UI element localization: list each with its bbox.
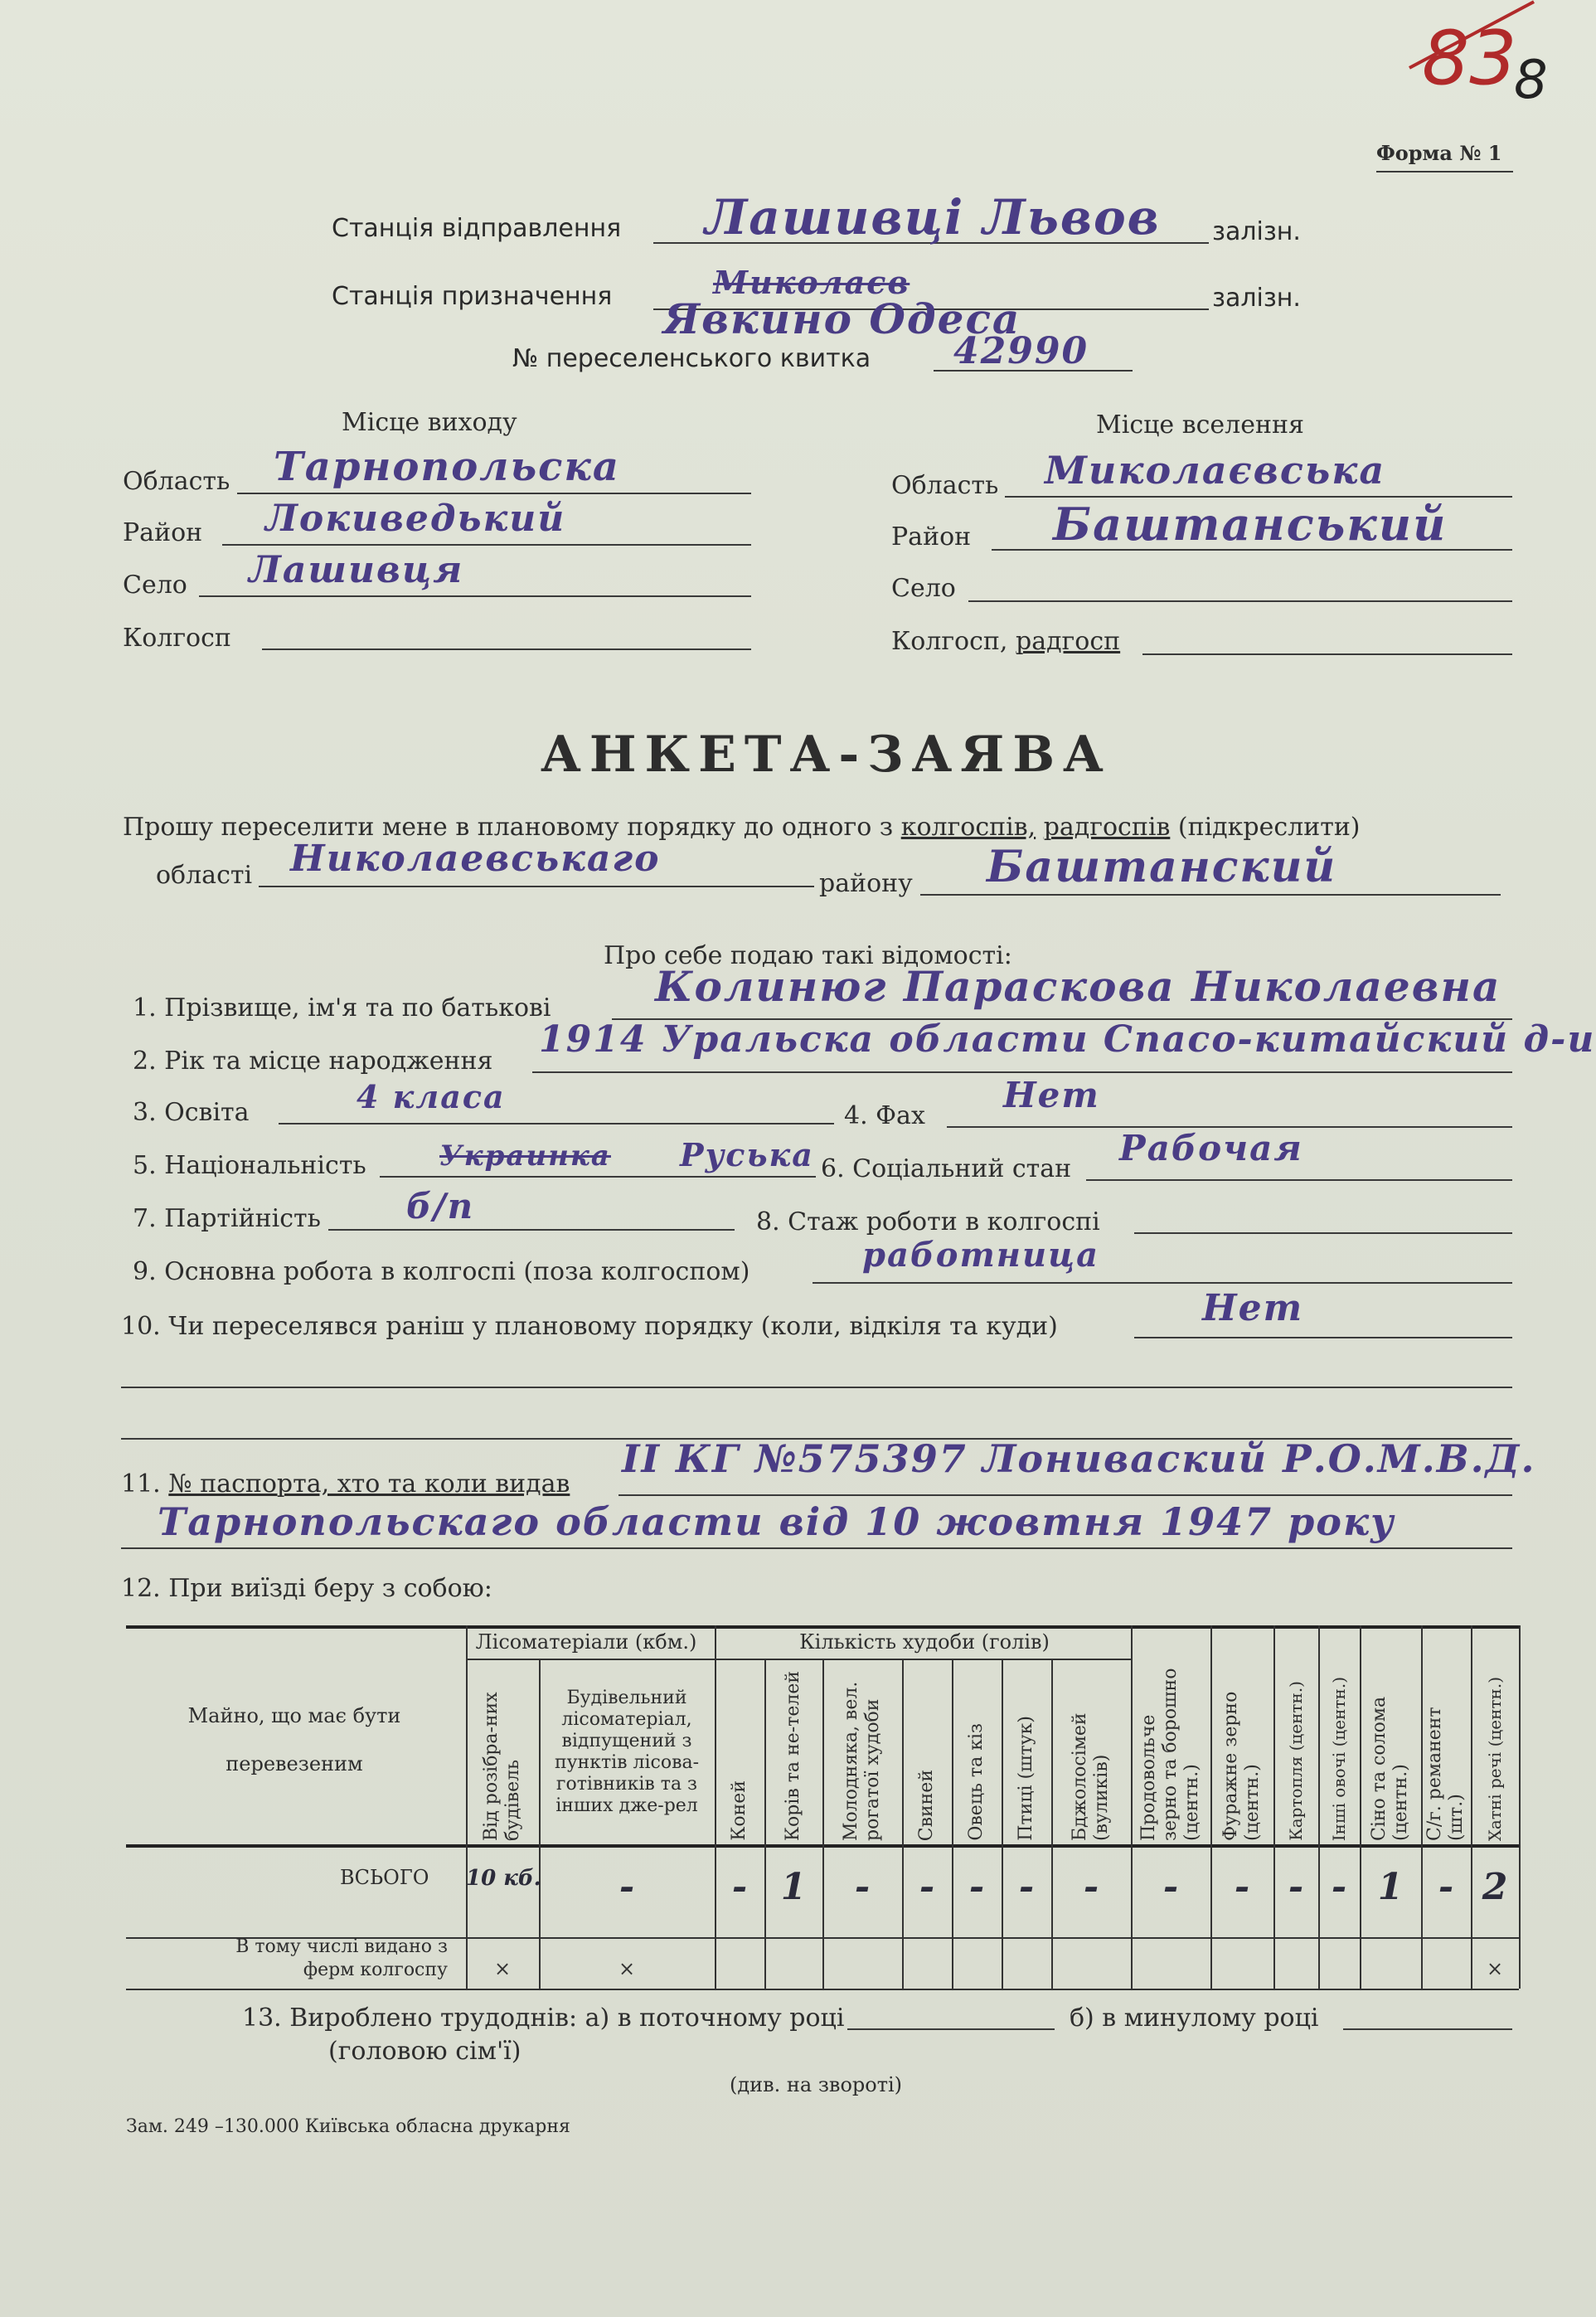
table-total-cell: - (731, 1866, 748, 1908)
table-header-text: Продовольче зерно та борошно (центн.) (1138, 1668, 1202, 1841)
destination-kolhosp-label: Колгосп, радгосп (891, 627, 1121, 656)
request-line: Прошу переселити мене в плановому порядку до одного з колгоспів, радгоспів (підкреслити) (123, 813, 1361, 842)
table-total-cell: 1 (1377, 1866, 1404, 1908)
request-raion-label: району (819, 869, 913, 898)
destination-raion-label: Район (891, 522, 972, 551)
table-header-cell (1318, 1664, 1360, 1841)
destination-station-suffix: залізн. (1212, 284, 1301, 313)
request-raion-value: Баштанский (987, 842, 1337, 892)
table-header-cell (902, 1664, 952, 1841)
table-row-total-label: ВСЬОГО (340, 1866, 429, 1889)
archive-number: 83 (1422, 15, 1517, 102)
table-total-cell: 1 (780, 1866, 807, 1908)
ticket-label: № переселенського квитка (512, 344, 871, 373)
table-header-cell (1051, 1664, 1131, 1841)
table-total-cell: - (1162, 1866, 1179, 1908)
destination-selo-label: Село (891, 574, 956, 603)
table-header-cell (822, 1664, 902, 1841)
table-total-cell: - (968, 1866, 985, 1908)
field-10-label: 10. Чи переселявся раніш у плановому порядку (коли, відкіля та куди) (121, 1312, 1058, 1341)
request-oblast-label: області (156, 861, 253, 890)
table-header-cell (715, 1664, 764, 1841)
field-4-label: 4. Фах (844, 1101, 925, 1130)
field-6-value: Рабочая (1119, 1128, 1303, 1168)
origin-raion-label: Район (123, 518, 203, 547)
field-9-label: 9. Основна робота в колгоспі (поза колгоспом) (133, 1257, 750, 1286)
table-total-cell: - (1438, 1866, 1454, 1908)
table-header-text: Коней (729, 1780, 749, 1841)
table-total-cell: 10 кб. (466, 1866, 541, 1891)
table-total-cell: - (1234, 1866, 1250, 1908)
departure-value: Лашивці Львов (705, 189, 1161, 245)
table-total-cell: - (919, 1866, 935, 1908)
table-header-cell (466, 1664, 539, 1841)
table-header-cell (1360, 1664, 1421, 1841)
table-header-text: Фуражне зерно (центн.) (1220, 1691, 1263, 1841)
table-group-livestock: Кількість худоби (голів) (799, 1630, 1050, 1654)
table-header-cell (952, 1664, 1002, 1841)
destination-station-struck: Миколаєв (713, 264, 910, 301)
table-header-text: Картопля (центн.) (1286, 1681, 1306, 1841)
destination-station-value: Явкино Одеса (663, 294, 1021, 343)
form-title: АНКЕТА-ЗАЯВА (541, 726, 1112, 784)
table-header-cell (1421, 1664, 1471, 1841)
table-header-text: Птиці (штук) (1016, 1716, 1036, 1841)
field-7-value: б/п (406, 1186, 475, 1227)
workdays-sub: (головою сім'ї) (328, 2037, 521, 2066)
form-number: Форма № 1 (1376, 141, 1502, 165)
departure-label: Станція відправлення (332, 214, 622, 243)
field-2-value: 1914 Уральска области Спасо-китайский д-и (539, 1018, 1596, 1061)
destination-heading: Місце вселення (1096, 410, 1304, 440)
table-header-text: Сіно та солома (центн.) (1369, 1696, 1411, 1841)
destination-raion-value: Баштанський (1053, 498, 1448, 551)
ticket-value: 42990 (953, 330, 1089, 372)
origin-oblast-value: Тарнопольска (274, 444, 620, 490)
table-header-text: Бджолосімей (вуликів) (1070, 1712, 1112, 1841)
table-header-cell (1273, 1664, 1318, 1841)
field-12-label: 12. При виїзді беру з собою: (121, 1574, 492, 1603)
field-8-label: 8. Стаж роботи в колгоспі (756, 1207, 1100, 1236)
table-header-cell (1210, 1664, 1273, 1841)
origin-raion-value: Локиведький (265, 498, 566, 540)
table-total-cell: - (619, 1866, 635, 1908)
table-header-text: Хатні речі (центн.) (1485, 1676, 1505, 1841)
table-farm-cell: × (1486, 1957, 1504, 1980)
table-total-cell: - (1083, 1866, 1099, 1908)
table-row-farm-label: В тому числі видано з ферм колгоспу (235, 1936, 448, 1980)
field-5-struck: Украинка (439, 1139, 611, 1173)
printer-note: Зам. 249 –130.000 Київська обласна друкарня (126, 2116, 570, 2137)
table-header-text: Молодняка, вел. рогатої худоби (841, 1681, 883, 1841)
request-oblast-value: Николаевськаго (290, 838, 661, 880)
field-5-value: Руська (680, 1136, 814, 1173)
table-farm-cell: × (618, 1957, 636, 1980)
field-7-label: 7. Партійність (133, 1204, 321, 1233)
field-11-continued: Тарнопольскаго области від 10 жовтня 1947 року (158, 1499, 1395, 1544)
table-header-cell: Будівельний лісоматеріал, відпущений з пунктів лісова-готівників та з інших дже-рел (554, 1688, 700, 1816)
origin-oblast-label: Область (123, 467, 230, 496)
destination-oblast-value: Миколаєвська (1045, 448, 1386, 493)
field-1-label: 1. Прізвище, ім'я та по батькові (133, 993, 551, 1022)
origin-kolhosp-label: Колгосп (123, 624, 231, 653)
departure-suffix: залізн. (1212, 217, 1301, 246)
field-11-value: II КГ №575397 Лониваский Р.О.М.В.Д. (622, 1436, 1536, 1481)
table-total-cell: - (854, 1866, 871, 1908)
see-reverse-note: (див. на звороті) (730, 2073, 903, 2096)
table-header-text: С/г. реманент (шт.) (1424, 1707, 1467, 1841)
table-header-cell (1471, 1664, 1519, 1841)
destination-station-label: Станція призначення (332, 282, 613, 311)
origin-heading: Місце виходу (342, 408, 517, 437)
field-3-value: 4 класа (357, 1078, 506, 1115)
field-5-label: 5. Національність (133, 1151, 366, 1180)
table-total-cell: 2 (1482, 1866, 1508, 1908)
table-header-cell (764, 1664, 822, 1841)
field-10-value: Нет (1202, 1287, 1304, 1329)
workdays-previous-label: б) в минулому році (1070, 2004, 1319, 2033)
origin-selo-value: Лашивця (249, 549, 464, 591)
table-header-text: Інші овочі (центн.) (1329, 1676, 1349, 1841)
table-total-cell: - (1018, 1866, 1035, 1908)
destination-oblast-label: Область (891, 471, 999, 500)
table-total-cell: - (1331, 1866, 1347, 1908)
table-group-timber: Лісоматеріали (кбм.) (475, 1630, 697, 1654)
table-column-divider (1519, 1625, 1521, 1989)
workdays-current-label: 13. Вироблено трудоднів: а) в поточному році (242, 2004, 845, 2033)
archive-number-alt: 8 (1514, 50, 1548, 111)
table-header-cell (1002, 1664, 1051, 1841)
field-4-value: Нет (1003, 1075, 1100, 1115)
field-9-value: работница (862, 1236, 1100, 1275)
field-2-label: 2. Рік та місце народження (133, 1047, 493, 1076)
field-6-label: 6. Соціальний стан (821, 1154, 1072, 1183)
about-heading: Про себе подаю такі відомості: (604, 941, 1012, 970)
origin-selo-label: Село (123, 571, 187, 600)
table-header-text: Корів та не-телей (783, 1670, 803, 1841)
table-col-property: Майно, що має бути перевезеним (187, 1704, 401, 1775)
field-1-value: Колинюг Параскова Николаевна (655, 962, 1501, 1011)
field-11-label: 11. № паспорта, хто та коли видав (121, 1469, 570, 1499)
table-header-text: Овець та кіз (966, 1723, 987, 1841)
table-header-cell (1131, 1664, 1210, 1841)
table-farm-cell: × (493, 1957, 512, 1980)
field-3-label: 3. Освіта (133, 1098, 250, 1127)
table-total-cell: - (1288, 1866, 1304, 1908)
table-header-text: Від розібра-них будівель (481, 1692, 523, 1841)
table-header-text: Свиней (916, 1769, 937, 1841)
